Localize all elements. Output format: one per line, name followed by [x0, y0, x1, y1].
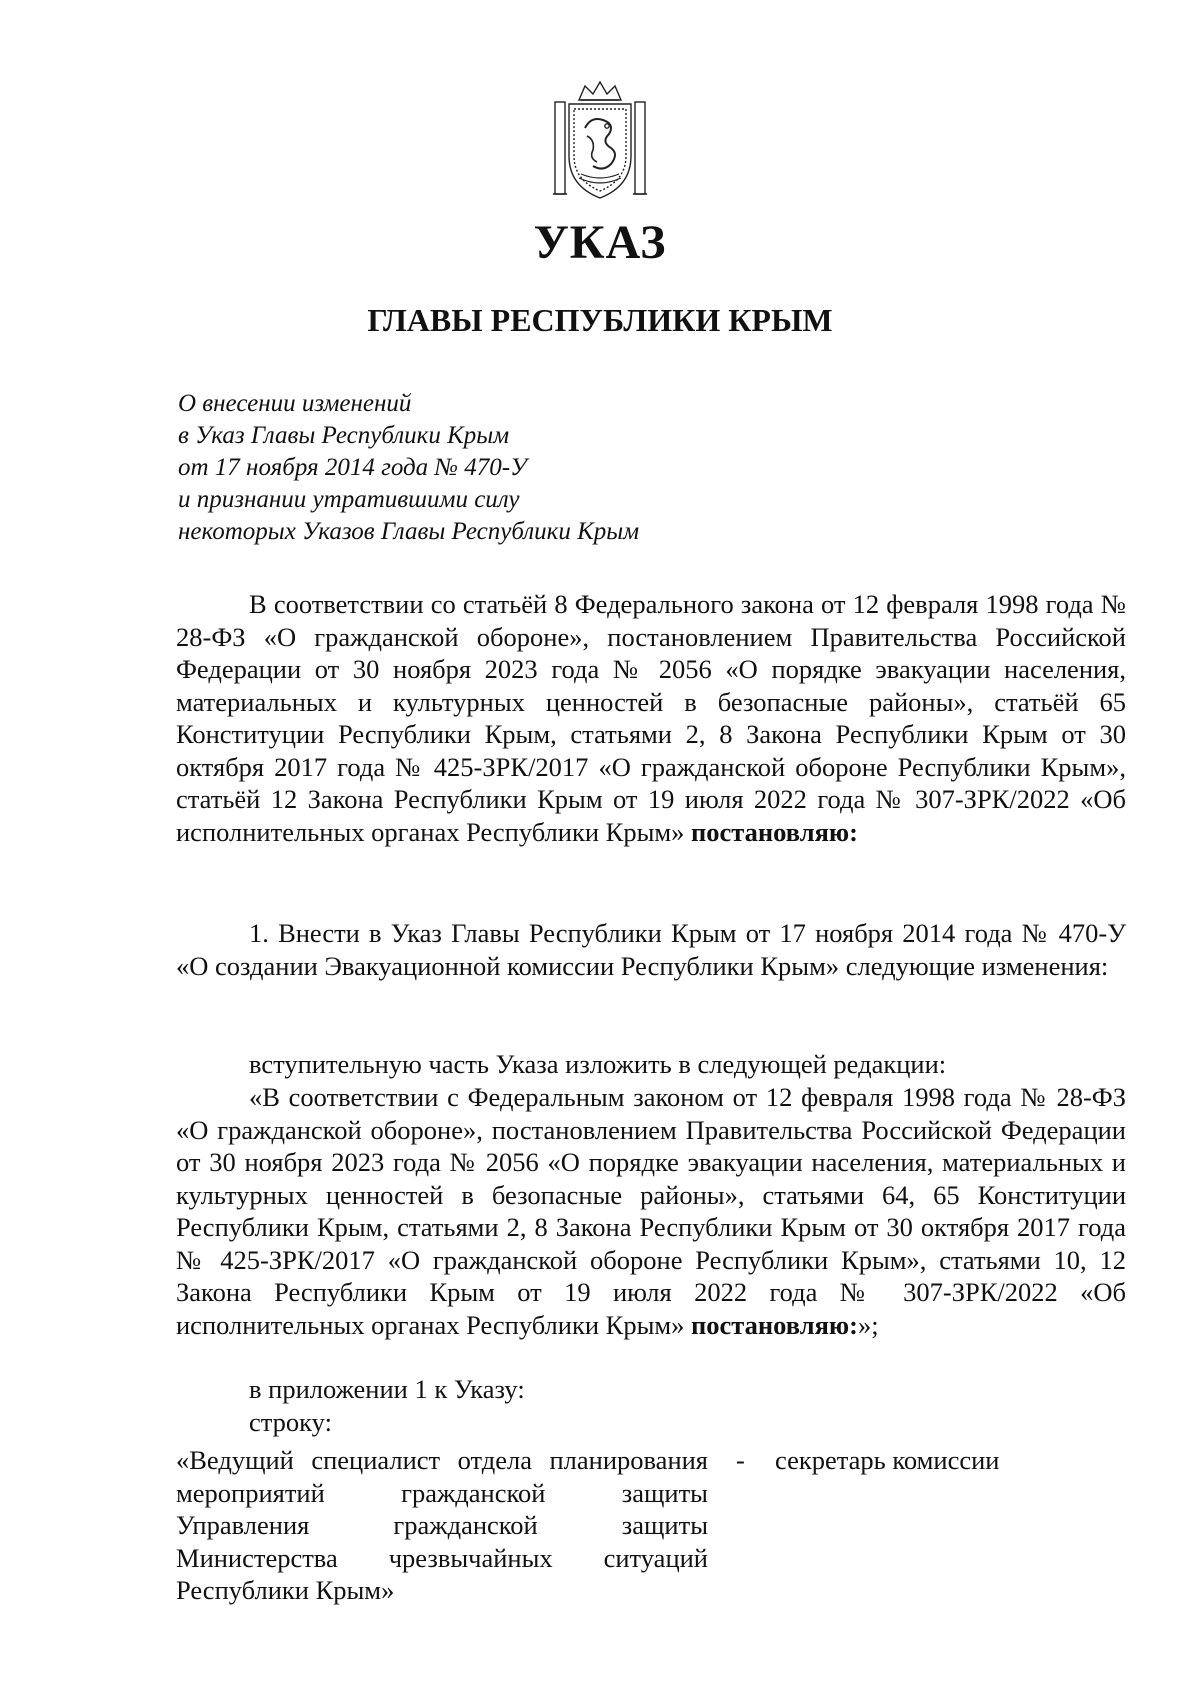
preamble-paragraph [176, 588, 1126, 848]
crimea-coat-of-arms-icon [549, 78, 651, 204]
new-intro-resolve-word: постановляю: [691, 1309, 859, 1340]
row-instruction: строку: [249, 1407, 332, 1437]
dash-separator: - [736, 1445, 745, 1475]
document-title: УКАЗ [533, 216, 667, 269]
new-intro-paragraph [176, 1081, 1126, 1341]
annex-instruction: в приложении 1 к Указу: [249, 1374, 525, 1404]
position-cell [176, 1444, 708, 1607]
position-line: «Ведущий специалист отдела планирования [176, 1445, 708, 1475]
item-1-paragraph: 1. Внести в Указ Главы Республики Крым от 17 ноября 2014 года № 470-У «О создании Эвакуационной комиссии Республики Крым» следующие изменения: [176, 918, 1126, 981]
subject-line: в Указ Главы Республики Крым [178, 422, 510, 449]
subject-line: и признании утратившими силу [178, 486, 520, 513]
new-intro-tail: »; [858, 1309, 879, 1340]
subject-line: О внесении изменений [178, 390, 412, 417]
subject-line: некоторых Указов Главы Республики Крым [178, 518, 640, 545]
position-line: мероприятий гражданской защиты [176, 1477, 708, 1508]
position-line: Республики Крым» [176, 1575, 395, 1605]
position-line: Министерства чрезвычайных ситуаций [176, 1542, 708, 1573]
document-subtitle: ГЛАВЫ РЕСПУБЛИКИ КРЫМ [367, 302, 833, 338]
intro-instruction: вступительную часть Указа изложить в следующей редакции: [249, 1049, 947, 1079]
new-intro-text: «В соответствии с Федеральным законом от 12 февраля 1998 года № 28-ФЗ «О гражданской обороне», постановлением Правительства Российской Федерации от 30 ноября 2023 года № 2056 «О порядке эвакуации населения, материальных и культурных ценностей в безопасные районы», статьями 64, 65 Конституции Республики Крым, статьями 2, 8 Закона Республики Крым от 30 октября 2017 года № 425-ЗРК/2017 «О гражданской обороне Республики Крым», статьями 10, 12 Закона Республики Крым от 19 июля 2022 года № 307-ЗРК/2022 «Об исполнительных органах Республики Крым» [176, 1082, 1126, 1340]
role-cell: секретарь комиссии [775, 1445, 1000, 1475]
preamble-text: В соответствии со статьёй 8 Федерального закона от 12 февраля 1998 года № 28-ФЗ «О гражданской обороне», постановлением Правительства Российской Федерации от 30 ноября 2023 года № 2056 «О порядке эвакуации населения, материальных и культурных ценностей в безопасные районы», статьёй 65 Конституции Республики Крым, статьями 2, 8 Закона Республики Крым от 30 октября 2017 года № 425-ЗРК/2017 «О гражданской обороне Республики Крым», статьёй 12 Закона Республики Крым от 19 июля 2022 года № 307-ЗРК/2022 «Об исполнительных органах Республики Крым» [176, 589, 1126, 847]
subject-block [178, 388, 639, 548]
preamble-resolve-word: постановляю: [691, 816, 859, 847]
position-line: Управления гражданской защиты [176, 1510, 708, 1540]
subject-line: от 17 ноября 2014 года № 470-У [178, 454, 527, 481]
